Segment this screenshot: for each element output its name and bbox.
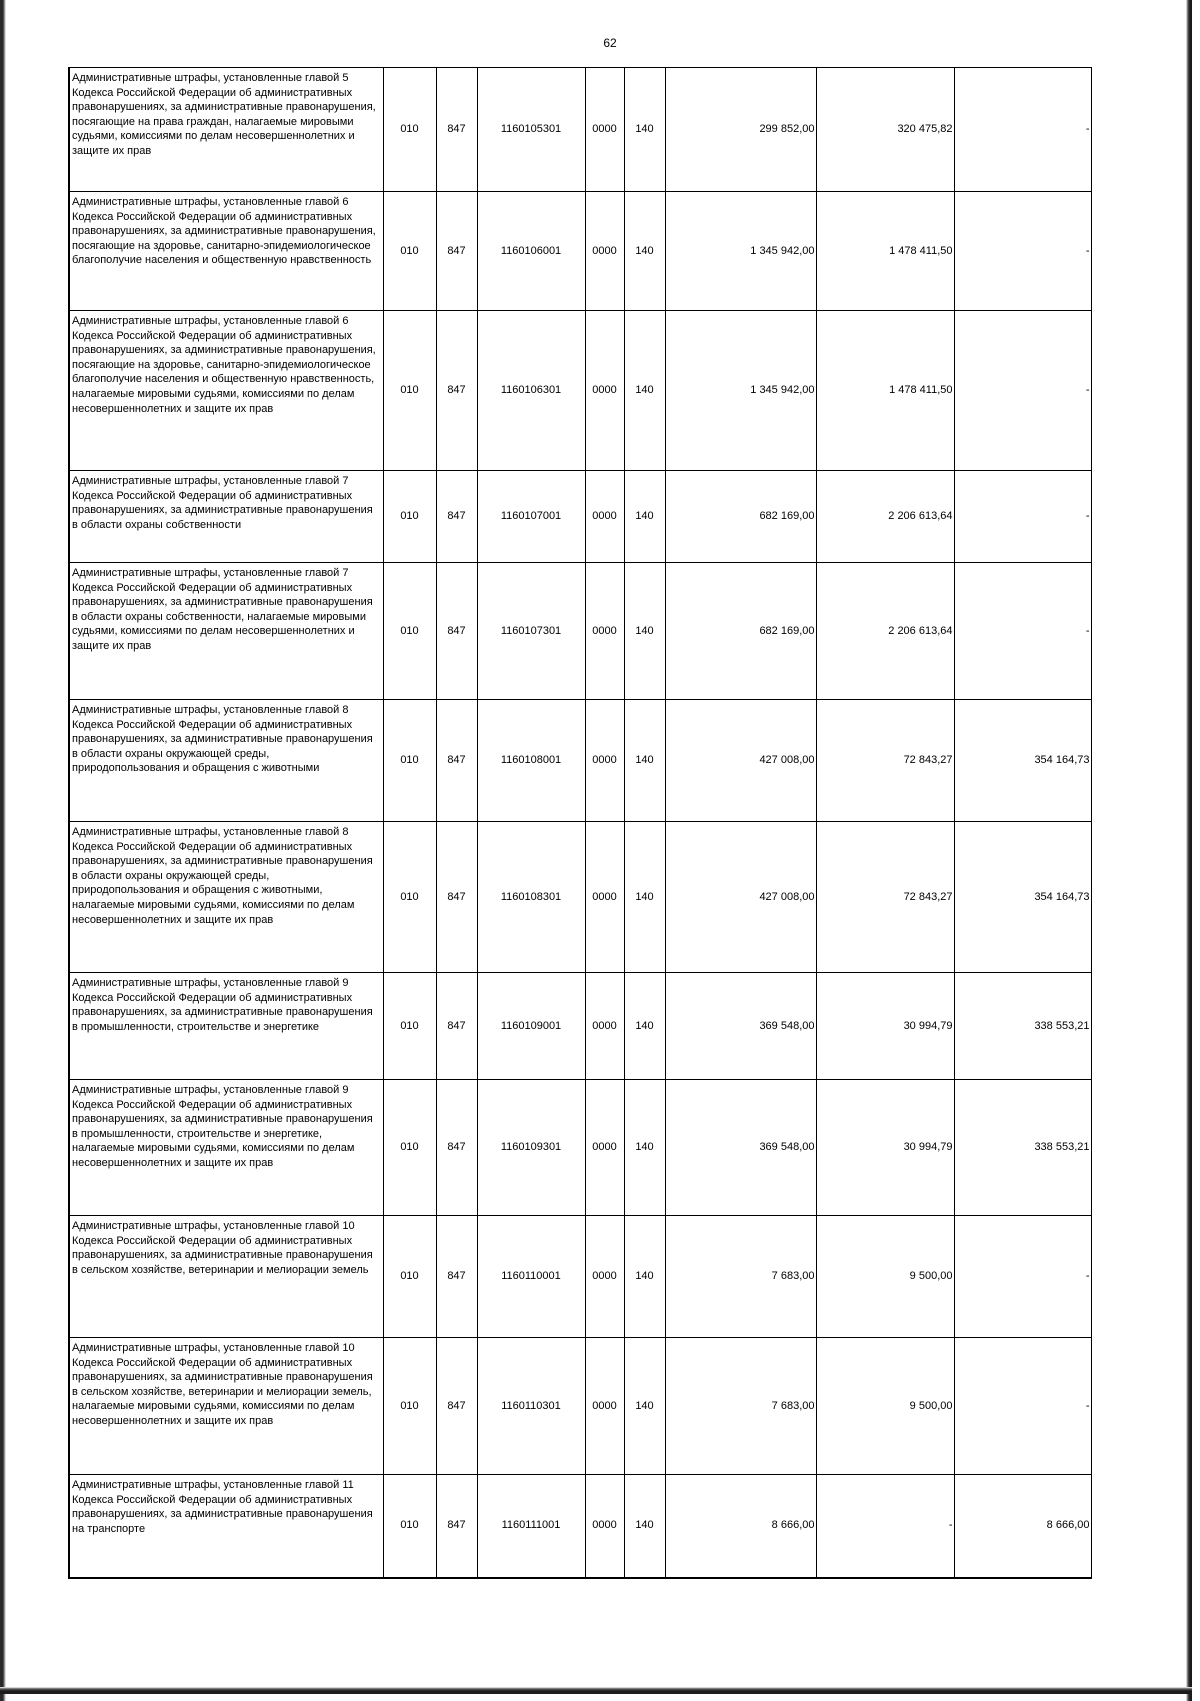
admin-code-cell: 847 [436, 700, 477, 822]
admin-code-cell: 847 [436, 1475, 477, 1578]
executed-amount-cell: - [816, 1475, 954, 1578]
unexecuted-amount-cell: - [954, 311, 1091, 471]
admin-code-cell: 847 [436, 822, 477, 973]
kbk-code-cell: 1160109001 [477, 973, 585, 1080]
admin-code-cell: 847 [436, 192, 477, 311]
planned-amount-cell: 8 666,00 [665, 1475, 816, 1578]
table-row [69, 68, 1091, 192]
classification-code-cell: 140 [624, 471, 665, 563]
program-code-cell: 0000 [585, 563, 624, 700]
program-code-cell: 0000 [585, 471, 624, 563]
kbk-code-cell: 1160107001 [477, 471, 585, 563]
classification-code-cell: 140 [624, 973, 665, 1080]
classification-code-cell: 140 [624, 1475, 665, 1578]
executed-amount-cell: 72 843,27 [816, 822, 954, 973]
program-code-cell: 0000 [585, 1216, 624, 1338]
executed-amount-cell: 9 500,00 [816, 1216, 954, 1338]
planned-amount-cell: 7 683,00 [665, 1338, 816, 1475]
kbk-code-cell: 1160108301 [477, 822, 585, 973]
admin-code-cell: 847 [436, 1338, 477, 1475]
admin-code-cell: 847 [436, 311, 477, 471]
classification-code-cell: 140 [624, 700, 665, 822]
unexecuted-amount-cell: 354 164,73 [954, 822, 1091, 973]
program-code-cell: 0000 [585, 1475, 624, 1578]
kbk-code-cell: 1160109301 [477, 1080, 585, 1216]
executed-amount-cell: 30 994,79 [816, 973, 954, 1080]
unexecuted-amount-cell: - [954, 563, 1091, 700]
admin-code-cell: 847 [436, 471, 477, 563]
classification-code-cell: 140 [624, 1338, 665, 1475]
code-line-cell: 010 [383, 822, 436, 973]
table-row [69, 471, 1091, 563]
admin-code-cell: 847 [436, 1080, 477, 1216]
unexecuted-amount-cell: - [954, 192, 1091, 311]
program-code-cell: 0000 [585, 822, 624, 973]
admin-code-cell: 847 [436, 973, 477, 1080]
code-line-cell: 010 [383, 1080, 436, 1216]
scan-edge-bottom [0, 1687, 1192, 1694]
planned-amount-cell: 1 345 942,00 [665, 192, 816, 311]
code-line-cell: 010 [383, 1475, 436, 1578]
planned-amount-cell: 1 345 942,00 [665, 311, 816, 471]
row-description: Административные штрафы, установленные главой 11 Кодекса Российской Федерации об административных правонарушениях, за административные правонарушения на транспорте [69, 1475, 383, 1578]
executed-amount-cell: 1 478 411,50 [816, 311, 954, 471]
row-description: Административные штрафы, установленные главой 8 Кодекса Российской Федерации об административных правонарушениях, за административные правонарушения в области охраны окружающей среды, природопользования и обращения с животными [69, 700, 383, 822]
classification-code-cell: 140 [624, 563, 665, 700]
admin-code-cell: 847 [436, 68, 477, 192]
classification-code-cell: 140 [624, 1216, 665, 1338]
program-code-cell: 0000 [585, 1080, 624, 1216]
classification-code-cell: 140 [624, 1080, 665, 1216]
row-description: Административные штрафы, установленные главой 5 Кодекса Российской Федерации об административных правонарушениях, за административные правонарушения, посягающие на права граждан, налагаемые мировыми судьями, комиссиями по делам несовершеннолетних и защите их прав [69, 68, 383, 192]
kbk-code-cell: 1160106001 [477, 192, 585, 311]
program-code-cell: 0000 [585, 1338, 624, 1475]
program-code-cell: 0000 [585, 700, 624, 822]
classification-code-cell: 140 [624, 68, 665, 192]
planned-amount-cell: 682 169,00 [665, 471, 816, 563]
code-line-cell: 010 [383, 700, 436, 822]
executed-amount-cell: 1 478 411,50 [816, 192, 954, 311]
revenue-table [68, 67, 1092, 1579]
executed-amount-cell: 72 843,27 [816, 700, 954, 822]
executed-amount-cell: 2 206 613,64 [816, 471, 954, 563]
unexecuted-amount-cell: - [954, 1216, 1091, 1338]
program-code-cell: 0000 [585, 973, 624, 1080]
kbk-code-cell: 1160110301 [477, 1338, 585, 1475]
unexecuted-amount-cell: 338 553,21 [954, 1080, 1091, 1216]
program-code-cell: 0000 [585, 192, 624, 311]
kbk-code-cell: 1160106301 [477, 311, 585, 471]
code-line-cell: 010 [383, 192, 436, 311]
table-row [69, 563, 1091, 700]
planned-amount-cell: 427 008,00 [665, 700, 816, 822]
code-line-cell: 010 [383, 973, 436, 1080]
unexecuted-amount-cell: - [954, 68, 1091, 192]
page-number: 62 [603, 36, 617, 50]
table-row [69, 311, 1091, 471]
scan-edge-right [1186, 0, 1192, 1701]
program-code-cell: 0000 [585, 311, 624, 471]
row-description: Административные штрафы, установленные главой 6 Кодекса Российской Федерации об административных правонарушениях, за административные правонарушения, посягающие на здоровье, санитарно-эпидемиологическое благополучие населения и общественную нравственность, налагаемые мировыми судьями, комиссиями по делам несовершеннолетних и защите их прав [69, 311, 383, 471]
planned-amount-cell: 369 548,00 [665, 1080, 816, 1216]
code-line-cell: 010 [383, 311, 436, 471]
code-line-cell: 010 [383, 563, 436, 700]
classification-code-cell: 140 [624, 192, 665, 311]
unexecuted-amount-cell: - [954, 471, 1091, 563]
planned-amount-cell: 682 169,00 [665, 563, 816, 700]
row-description: Административные штрафы, установленные главой 6 Кодекса Российской Федерации об административных правонарушениях, за административные правонарушения, посягающие на здоровье, санитарно-эпидемиологическое благополучие населения и общественную нравственность [69, 192, 383, 311]
kbk-code-cell: 1160111001 [477, 1475, 585, 1578]
program-code-cell: 0000 [585, 68, 624, 192]
scan-edge-left [0, 0, 6, 1701]
code-line-cell: 010 [383, 68, 436, 192]
executed-amount-cell: 9 500,00 [816, 1338, 954, 1475]
kbk-code-cell: 1160107301 [477, 563, 585, 700]
classification-code-cell: 140 [624, 311, 665, 471]
kbk-code-cell: 1160110001 [477, 1216, 585, 1338]
unexecuted-amount-cell: 354 164,73 [954, 700, 1091, 822]
table-row [69, 192, 1091, 311]
table-row [69, 700, 1091, 822]
planned-amount-cell: 369 548,00 [665, 973, 816, 1080]
kbk-code-cell: 1160108001 [477, 700, 585, 822]
unexecuted-amount-cell: - [954, 1338, 1091, 1475]
table-row [69, 1338, 1091, 1475]
code-line-cell: 010 [383, 1338, 436, 1475]
row-description: Административные штрафы, установленные главой 10 Кодекса Российской Федерации об административных правонарушениях, за административные правонарушения в сельском хозяйстве, ветеринарии и мелиорации земель [69, 1216, 383, 1338]
row-description: Административные штрафы, установленные главой 9 Кодекса Российской Федерации об административных правонарушениях, за административные правонарушения в промышленности, строительстве и энергетике [69, 973, 383, 1080]
planned-amount-cell: 299 852,00 [665, 68, 816, 192]
unexecuted-amount-cell: 338 553,21 [954, 973, 1091, 1080]
row-description: Административные штрафы, установленные главой 7 Кодекса Российской Федерации об административных правонарушениях, за административные правонарушения в области охраны собственности, налагаемые мировыми судьями, комиссиями по делам несовершеннолетних и защите их прав [69, 563, 383, 700]
code-line-cell: 010 [383, 1216, 436, 1338]
table-row [69, 822, 1091, 973]
executed-amount-cell: 30 994,79 [816, 1080, 954, 1216]
executed-amount-cell: 2 206 613,64 [816, 563, 954, 700]
code-line-cell: 010 [383, 471, 436, 563]
row-description: Административные штрафы, установленные главой 10 Кодекса Российской Федерации об административных правонарушениях, за административные правонарушения в сельском хозяйстве, ветеринарии и мелиорации земель, налагаемые мировыми судьями, комиссиями по делам несовершеннолетних и защите их прав [69, 1338, 383, 1475]
executed-amount-cell: 320 475,82 [816, 68, 954, 192]
table-row [69, 1216, 1091, 1338]
admin-code-cell: 847 [436, 1216, 477, 1338]
classification-code-cell: 140 [624, 822, 665, 973]
row-description: Административные штрафы, установленные главой 8 Кодекса Российской Федерации об административных правонарушениях, за административные правонарушения в области охраны окружающей среды, природопользования и обращения с животными, налагаемые мировыми судьями, комиссиями по делам несовершеннолетних и защите их прав [69, 822, 383, 973]
row-description: Административные штрафы, установленные главой 9 Кодекса Российской Федерации об административных правонарушениях, за административные правонарушения в промышленности, строительстве и энергетике, налагаемые мировыми судьями, комиссиями по делам несовершеннолетних и защите их прав [69, 1080, 383, 1216]
unexecuted-amount-cell: 8 666,00 [954, 1475, 1091, 1578]
table-row [69, 1475, 1091, 1578]
admin-code-cell: 847 [436, 563, 477, 700]
planned-amount-cell: 427 008,00 [665, 822, 816, 973]
planned-amount-cell: 7 683,00 [665, 1216, 816, 1338]
table-row [69, 973, 1091, 1080]
table-row [69, 1080, 1091, 1216]
kbk-code-cell: 1160105301 [477, 68, 585, 192]
row-description: Административные штрафы, установленные главой 7 Кодекса Российской Федерации об административных правонарушениях, за административные правонарушения в области охраны собственности [69, 471, 383, 563]
